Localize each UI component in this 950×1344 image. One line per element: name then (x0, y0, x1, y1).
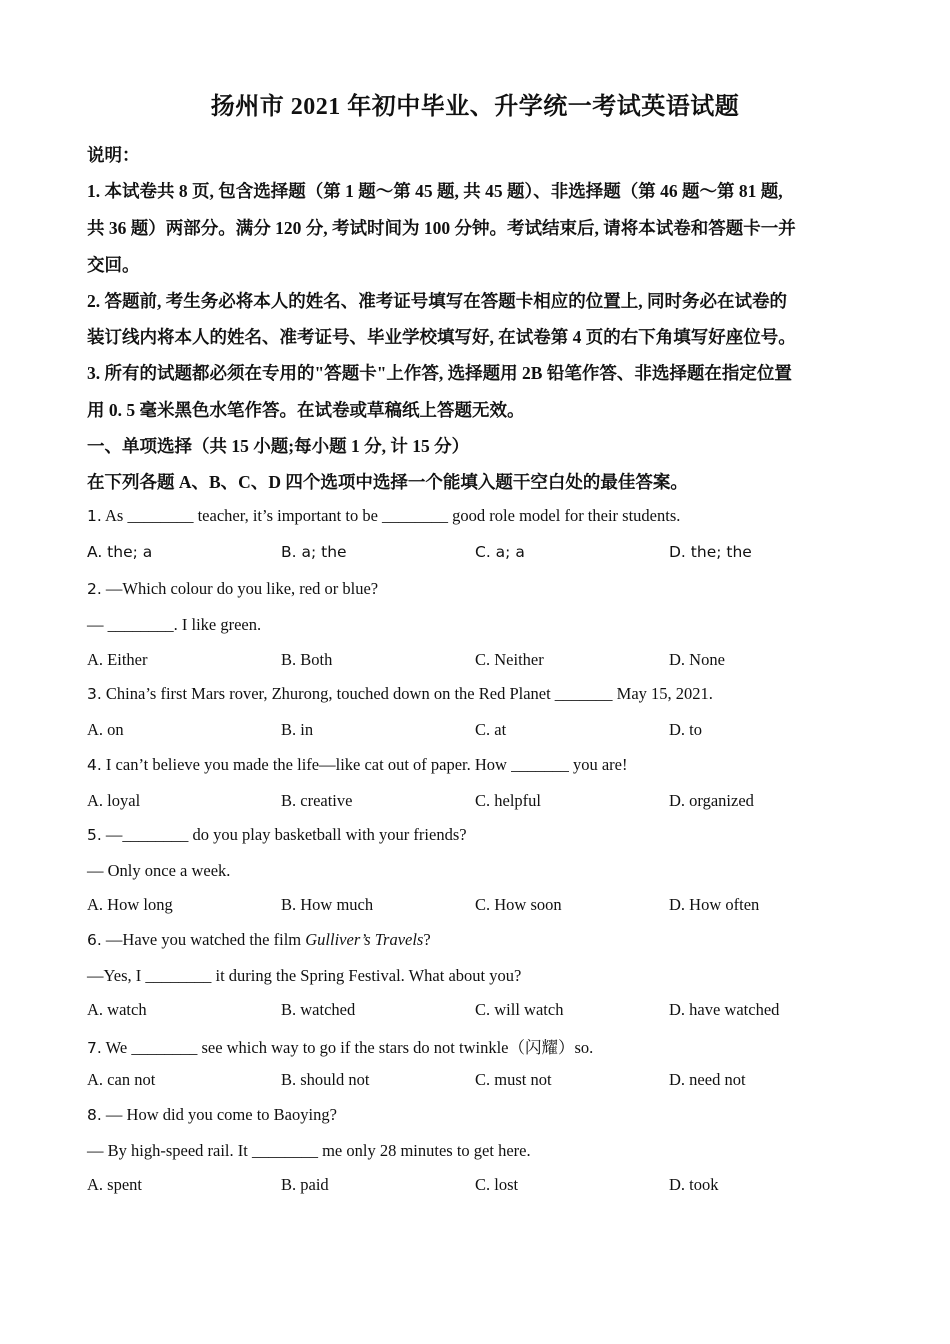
question-6 (87, 930, 431, 950)
option-c: C. How soon (475, 895, 562, 914)
option-a: A. on (87, 720, 124, 739)
option-c: C. lost (475, 1175, 519, 1194)
question-number: 8. (87, 1106, 102, 1124)
question-stem: —Have you watched the film (105, 930, 306, 949)
option-a: A. How long (87, 895, 173, 914)
option-b: B. creative (281, 791, 353, 810)
option-d: D. need not (669, 1070, 746, 1089)
question-8-options (87, 1175, 867, 1199)
option-a: A. loyal (87, 791, 141, 810)
question-number: 5. (87, 826, 102, 844)
option-d: D. took (669, 1175, 719, 1194)
exam-title: 扬州市 2021 年初中毕业、升学统一考试英语试题 (210, 94, 740, 120)
instruction-line-4: 2. 答题前, 考生务必将本人的姓名、准考证号填写在答题卡相应的位置上, 同时务必在试卷的 (87, 291, 787, 311)
question-number: 2. (87, 580, 102, 598)
option-d: D. have watched (669, 1000, 780, 1019)
instruction-line-6: 3. 所有的试题都必须在专用的"答题卡"上作答, 选择题用 2B 铅笔作答、非选择题在指定位置 (87, 363, 792, 383)
question-number: 4. (87, 756, 102, 774)
option-b: B. should not (281, 1070, 370, 1089)
instruction-line-7: 用 0. 5 毫米黑色水笔作答。在试卷或草稿纸上答题无效。 (87, 400, 525, 420)
option-c: C. helpful (475, 791, 541, 810)
instruction-line-5: 装订线内将本人的姓名、准考证号、毕业学校填写好, 在试卷第 4 页的右下角填写好座位号。 (87, 327, 796, 347)
question-number: 7. (87, 1039, 102, 1057)
question-6-reply: —Yes, I ________ it during the Spring Festival. What about you? (87, 966, 522, 985)
option-a: A. watch (87, 1000, 147, 1019)
option-a: A. can not (87, 1070, 156, 1089)
section-heading: 一、单项选择（共 15 小题;每小题 1 分, 计 15 分） (87, 436, 470, 456)
option-c: C. will watch (475, 1000, 564, 1019)
option-b: B. watched (281, 1000, 356, 1019)
option-d: D. the; the (669, 543, 752, 561)
instruction-line-1: 1. 本试卷共 8 页, 包含选择题（第 1 题～第 45 题, 共 45 题）、非选择题（第 46 题～第 81 题, (87, 181, 783, 201)
question-stem: —________ do you play basketball with your friends? (105, 825, 467, 844)
question-number: 1. (87, 507, 102, 525)
instruction-line-2: 共 36 题）两部分。满分 120 分, 考试时间为 100 分钟。考试结束后, 请将本试卷和答题卡一并 (87, 218, 796, 238)
question-stem: As ________ teacher, it’s important to be ________ good role model for their students. (105, 506, 681, 525)
question-stem: — How did you come to Baoying? (105, 1105, 337, 1124)
option-d: D. organized (669, 791, 754, 810)
question-4-options (87, 791, 867, 815)
question-4 (87, 755, 628, 775)
question-7 (87, 1034, 593, 1058)
option-a: A. the; a (87, 543, 153, 561)
question-2 (87, 579, 378, 599)
question-5-options (87, 895, 867, 919)
question-stem: —Which colour do you like, red or blue? (105, 579, 379, 598)
question-5 (87, 825, 467, 845)
option-c: C. at (475, 720, 507, 739)
section-instruction: 在下列各题 A、B、C、D 四个选项中选择一个能填入题干空白处的最佳答案。 (87, 472, 688, 492)
question-2-options (87, 650, 867, 674)
question-8-reply: — By high-speed rail. It ________ me only 28 minutes to get here. (87, 1141, 531, 1160)
option-a: A. spent (87, 1175, 142, 1194)
option-b: B. Both (281, 650, 333, 669)
option-c: C. must not (475, 1070, 552, 1089)
question-7-options (87, 1070, 867, 1094)
option-a: A. Either (87, 650, 148, 669)
question-5-reply: — Only once a week. (87, 861, 231, 880)
question-6-options (87, 1000, 867, 1024)
question-number: 3. (87, 685, 102, 703)
option-d: D. to (669, 720, 702, 739)
option-c: C. Neither (475, 650, 544, 669)
option-c: C. a; a (475, 543, 525, 561)
question-3-options (87, 720, 867, 744)
question-number: 6. (87, 931, 102, 949)
question-2-reply: — ________. I like green. (87, 615, 262, 634)
instructions-heading: 说明： (87, 145, 140, 165)
question-stem: I can’t believe you made the life—like cat out of paper. How _______ you are! (105, 755, 628, 774)
question-1-options (87, 543, 867, 567)
option-b: B. in (281, 720, 314, 739)
question-1 (87, 506, 680, 526)
question-3 (87, 684, 713, 704)
question-stem: China’s first Mars rover, Zhurong, touched down on the Red Planet _______ May 15, 2021. (105, 684, 713, 703)
film-title: Gulliver’s Travels (305, 930, 424, 949)
option-b: B. paid (281, 1175, 329, 1194)
option-d: D. How often (669, 895, 760, 914)
option-b: B. a; the (281, 543, 347, 561)
question-8 (87, 1105, 337, 1125)
option-b: B. How much (281, 895, 374, 914)
instruction-line-3: 交回。 (87, 255, 140, 275)
question-mark: ? (423, 930, 431, 949)
option-d: D. None (669, 650, 725, 669)
question-stem: We ________ see which way to go if the stars do not twinkle（闪耀）so. (105, 1038, 594, 1057)
